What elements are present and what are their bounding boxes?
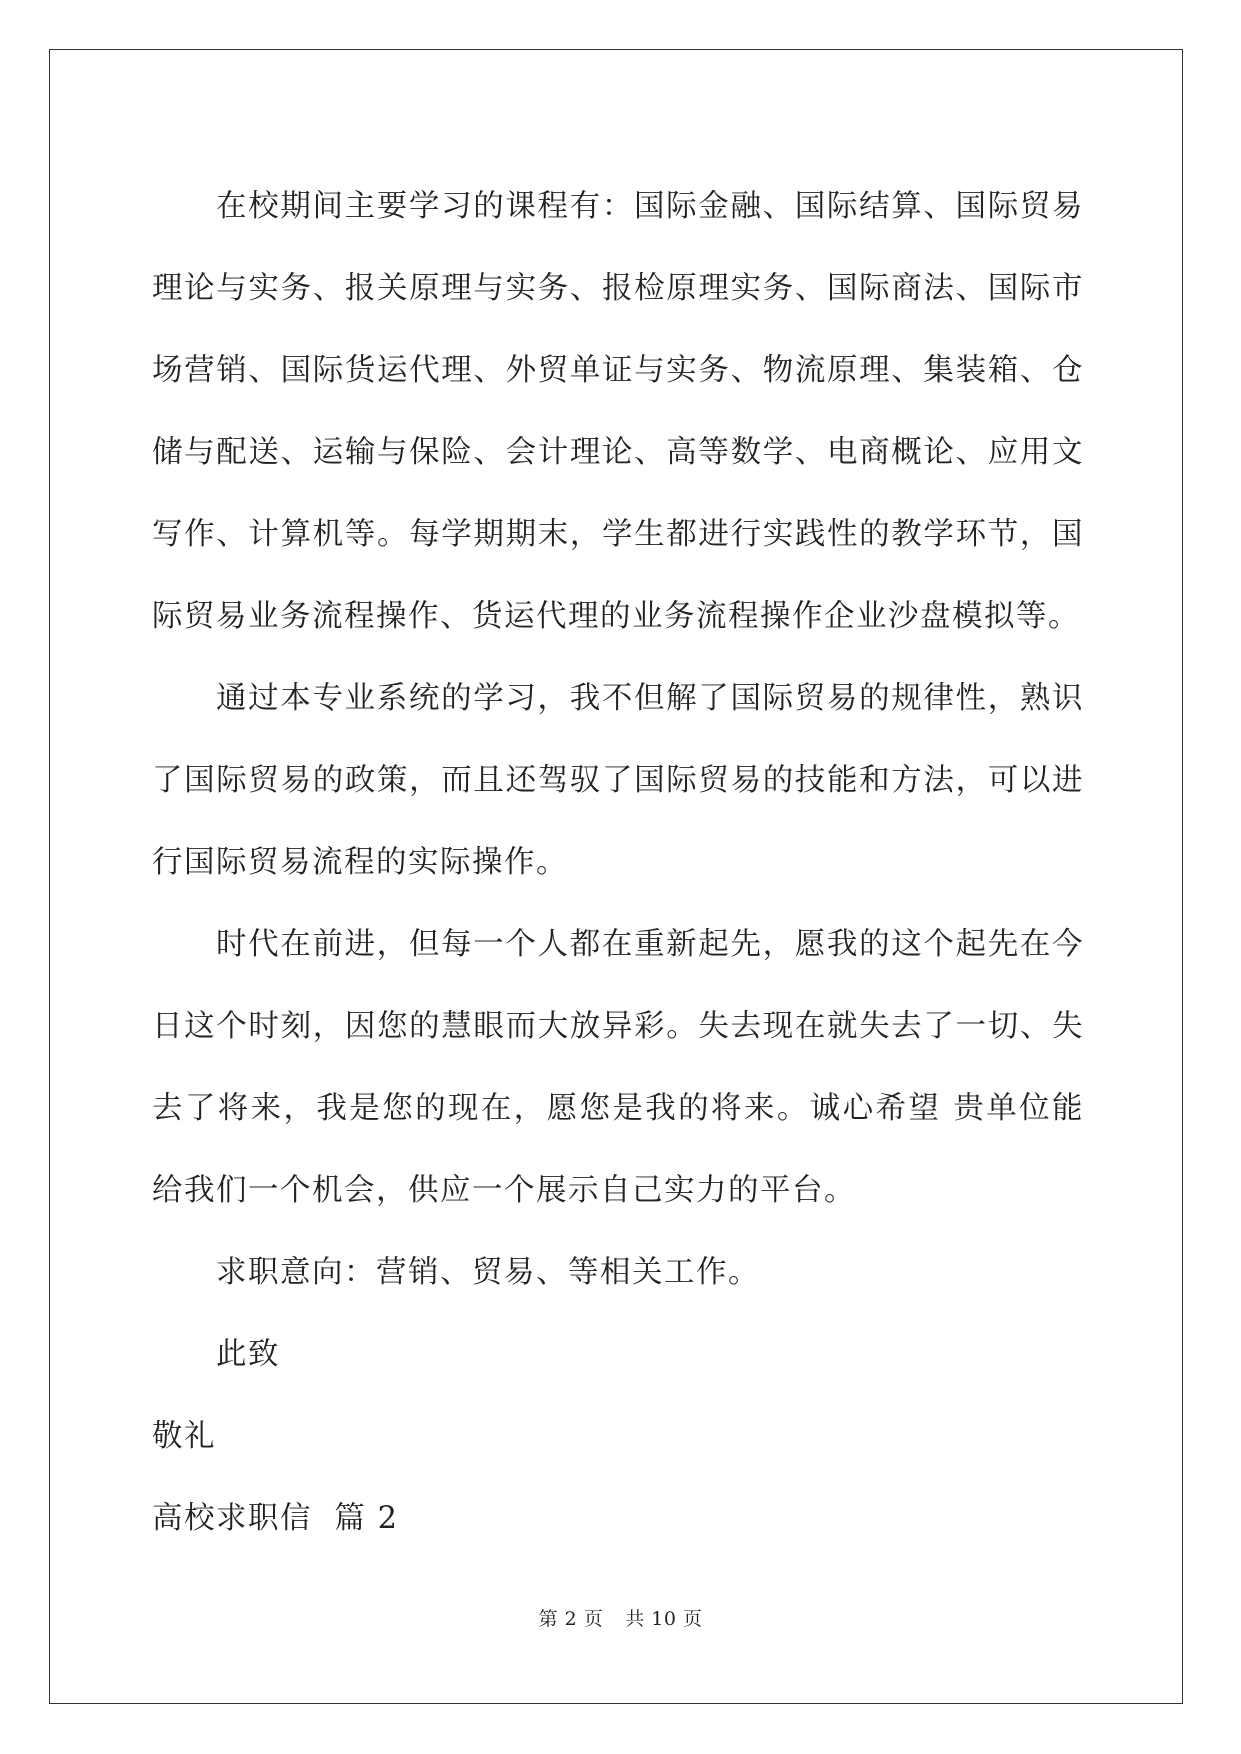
paragraph-study-outcome: 通过本专业系统的学习，我不但解了国际贸易的规律性，熟识了国际贸易的政策，而且还驾驭了国际贸易的技能和方法，可以进行国际贸易流程的实际操作。 — [152, 681, 1084, 880]
page-number-current: 第 2 页 — [538, 1608, 604, 1630]
paragraph-job-intention: 求职意向：营销、贸易、等相关工作。 — [216, 1255, 760, 1290]
paragraph-aspiration: 时代在前进，但每一个人都在重新起先，愿我的这个起先在今日这个时刻，因您的慧眼而大放异彩。失去现在就失去了一切、失去了将来，我是您的现在，愿您是我的将来。诚心希望 贵单位能给我们一个机会，供应一个展示自己实力的平台。 — [152, 927, 1084, 1208]
page-footer — [0, 1604, 1241, 1631]
section-title: 高校求职信 篇 2 — [152, 1501, 399, 1536]
paragraph-courses: 在校期间主要学习的课程有：国际金融、国际结算、国际贸易理论与实务、报关原理与实务、报检原理实务、国际商法、国际市场营销、国际货运代理、外贸单证与实务、物流原理、集装箱、仓储与配送、运输与保险、会计理论、高等数学、电商概论、应用文写作、计算机等。每学期期末，学生都进行实践性的教学环节，国际贸易业务流程操作、货运代理的业务流程操作企业沙盘模拟等。 — [152, 189, 1084, 634]
document-body — [152, 166, 1084, 1560]
page-number-total: 共 10 页 — [625, 1608, 703, 1630]
paragraph-salutation: 此致 — [216, 1337, 280, 1372]
closing-regards: 敬礼 — [152, 1419, 216, 1454]
